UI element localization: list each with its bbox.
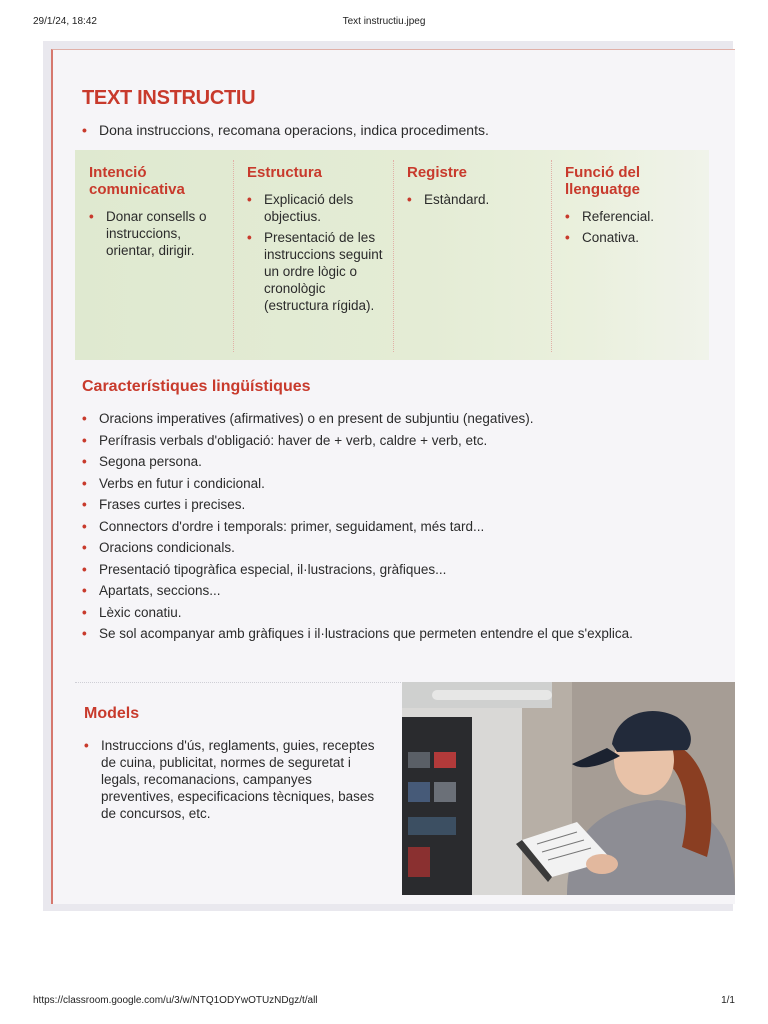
column-title: Estructura xyxy=(247,164,323,181)
features-list xyxy=(82,410,707,647)
feature-item: • Oracions condicionals. xyxy=(82,539,707,556)
scanned-page xyxy=(43,41,733,911)
feature-item: • Verbs en futur i condicional. xyxy=(82,475,707,492)
column-list xyxy=(247,191,389,314)
feature-item: • Apartats, seccions... xyxy=(82,582,707,599)
summary-panel xyxy=(75,150,709,360)
column-item: • Donar consells o instruccions, orientar, dirigir. xyxy=(89,208,231,259)
column-list xyxy=(407,191,549,208)
print-url: https://classroom.google.com/u/3/w/NTQ1ODYwOTUzNDgz/t/all xyxy=(33,995,318,1006)
feature-item: • Oracions imperatives (afirmatives) o en present de subjuntiu (negatives). xyxy=(82,410,707,427)
section-divider xyxy=(75,682,407,683)
column-list xyxy=(565,208,707,246)
print-file-title: Text instructiu.jpeg xyxy=(342,16,426,27)
column-intencio xyxy=(89,164,231,263)
feature-item: • Perífrasis verbals d'obligació: haver de + verb, caldre + verb, etc. xyxy=(82,432,707,449)
column-divider xyxy=(233,160,234,352)
feature-item: • Lèxic conatiu. xyxy=(82,604,707,621)
feature-item: • Segona persona. xyxy=(82,453,707,470)
print-date: 29/1/24, 18:42 xyxy=(33,16,97,27)
print-footer xyxy=(0,995,768,1009)
column-item: • Presentació de les instruccions seguint un ordre lògic o cronològic (estructura rígida). xyxy=(247,229,389,314)
feature-item: • Presentació tipogràfica especial, il·lustracions, gràfiques... xyxy=(82,561,707,578)
document-sheet xyxy=(51,49,735,904)
column-divider xyxy=(551,160,552,352)
column-funcio xyxy=(565,164,707,250)
features-title: Característiques lingüístiques xyxy=(82,378,311,395)
models-item: • Instruccions d'ús, reglaments, guies, receptes de cuina, publicitat, normes de seguretat i legals, recomanacions, campanyes preventives, especificacions tècniques, bases de concursos, etc. xyxy=(84,737,384,822)
feature-item: • Connectors d'ordre i temporals: primer, seguidament, més tard... xyxy=(82,518,707,535)
column-item: • Estàndard. xyxy=(407,191,549,208)
column-item: • Explicació dels objectius. xyxy=(247,191,389,225)
models-title: Models xyxy=(84,705,140,722)
column-title: Intenció comunicativa xyxy=(89,164,185,198)
print-page-number: 1/1 xyxy=(721,995,735,1006)
column-title: Registre xyxy=(407,164,468,181)
photo-woman-reading-manual-icon xyxy=(402,682,735,895)
intro-list xyxy=(82,122,702,138)
column-registre xyxy=(407,164,549,212)
document-title: TEXT INSTRUCTIU xyxy=(82,87,256,109)
column-title: Funció del llenguatge xyxy=(565,164,641,198)
feature-item: • Frases curtes i precises. xyxy=(82,496,707,513)
column-item: • Conativa. xyxy=(565,229,707,246)
column-list xyxy=(89,208,231,259)
models-list xyxy=(84,737,384,822)
feature-item: • Se sol acompanyar amb gràfiques i il·lustracions que permeten entendre el que s'explica. xyxy=(82,625,707,642)
column-divider xyxy=(393,160,394,352)
column-estructura xyxy=(247,164,389,318)
print-header xyxy=(0,16,768,30)
intro-item: • Dona instruccions, recomana operacions, indica procediments. xyxy=(82,122,702,138)
column-item: • Referencial. xyxy=(565,208,707,225)
